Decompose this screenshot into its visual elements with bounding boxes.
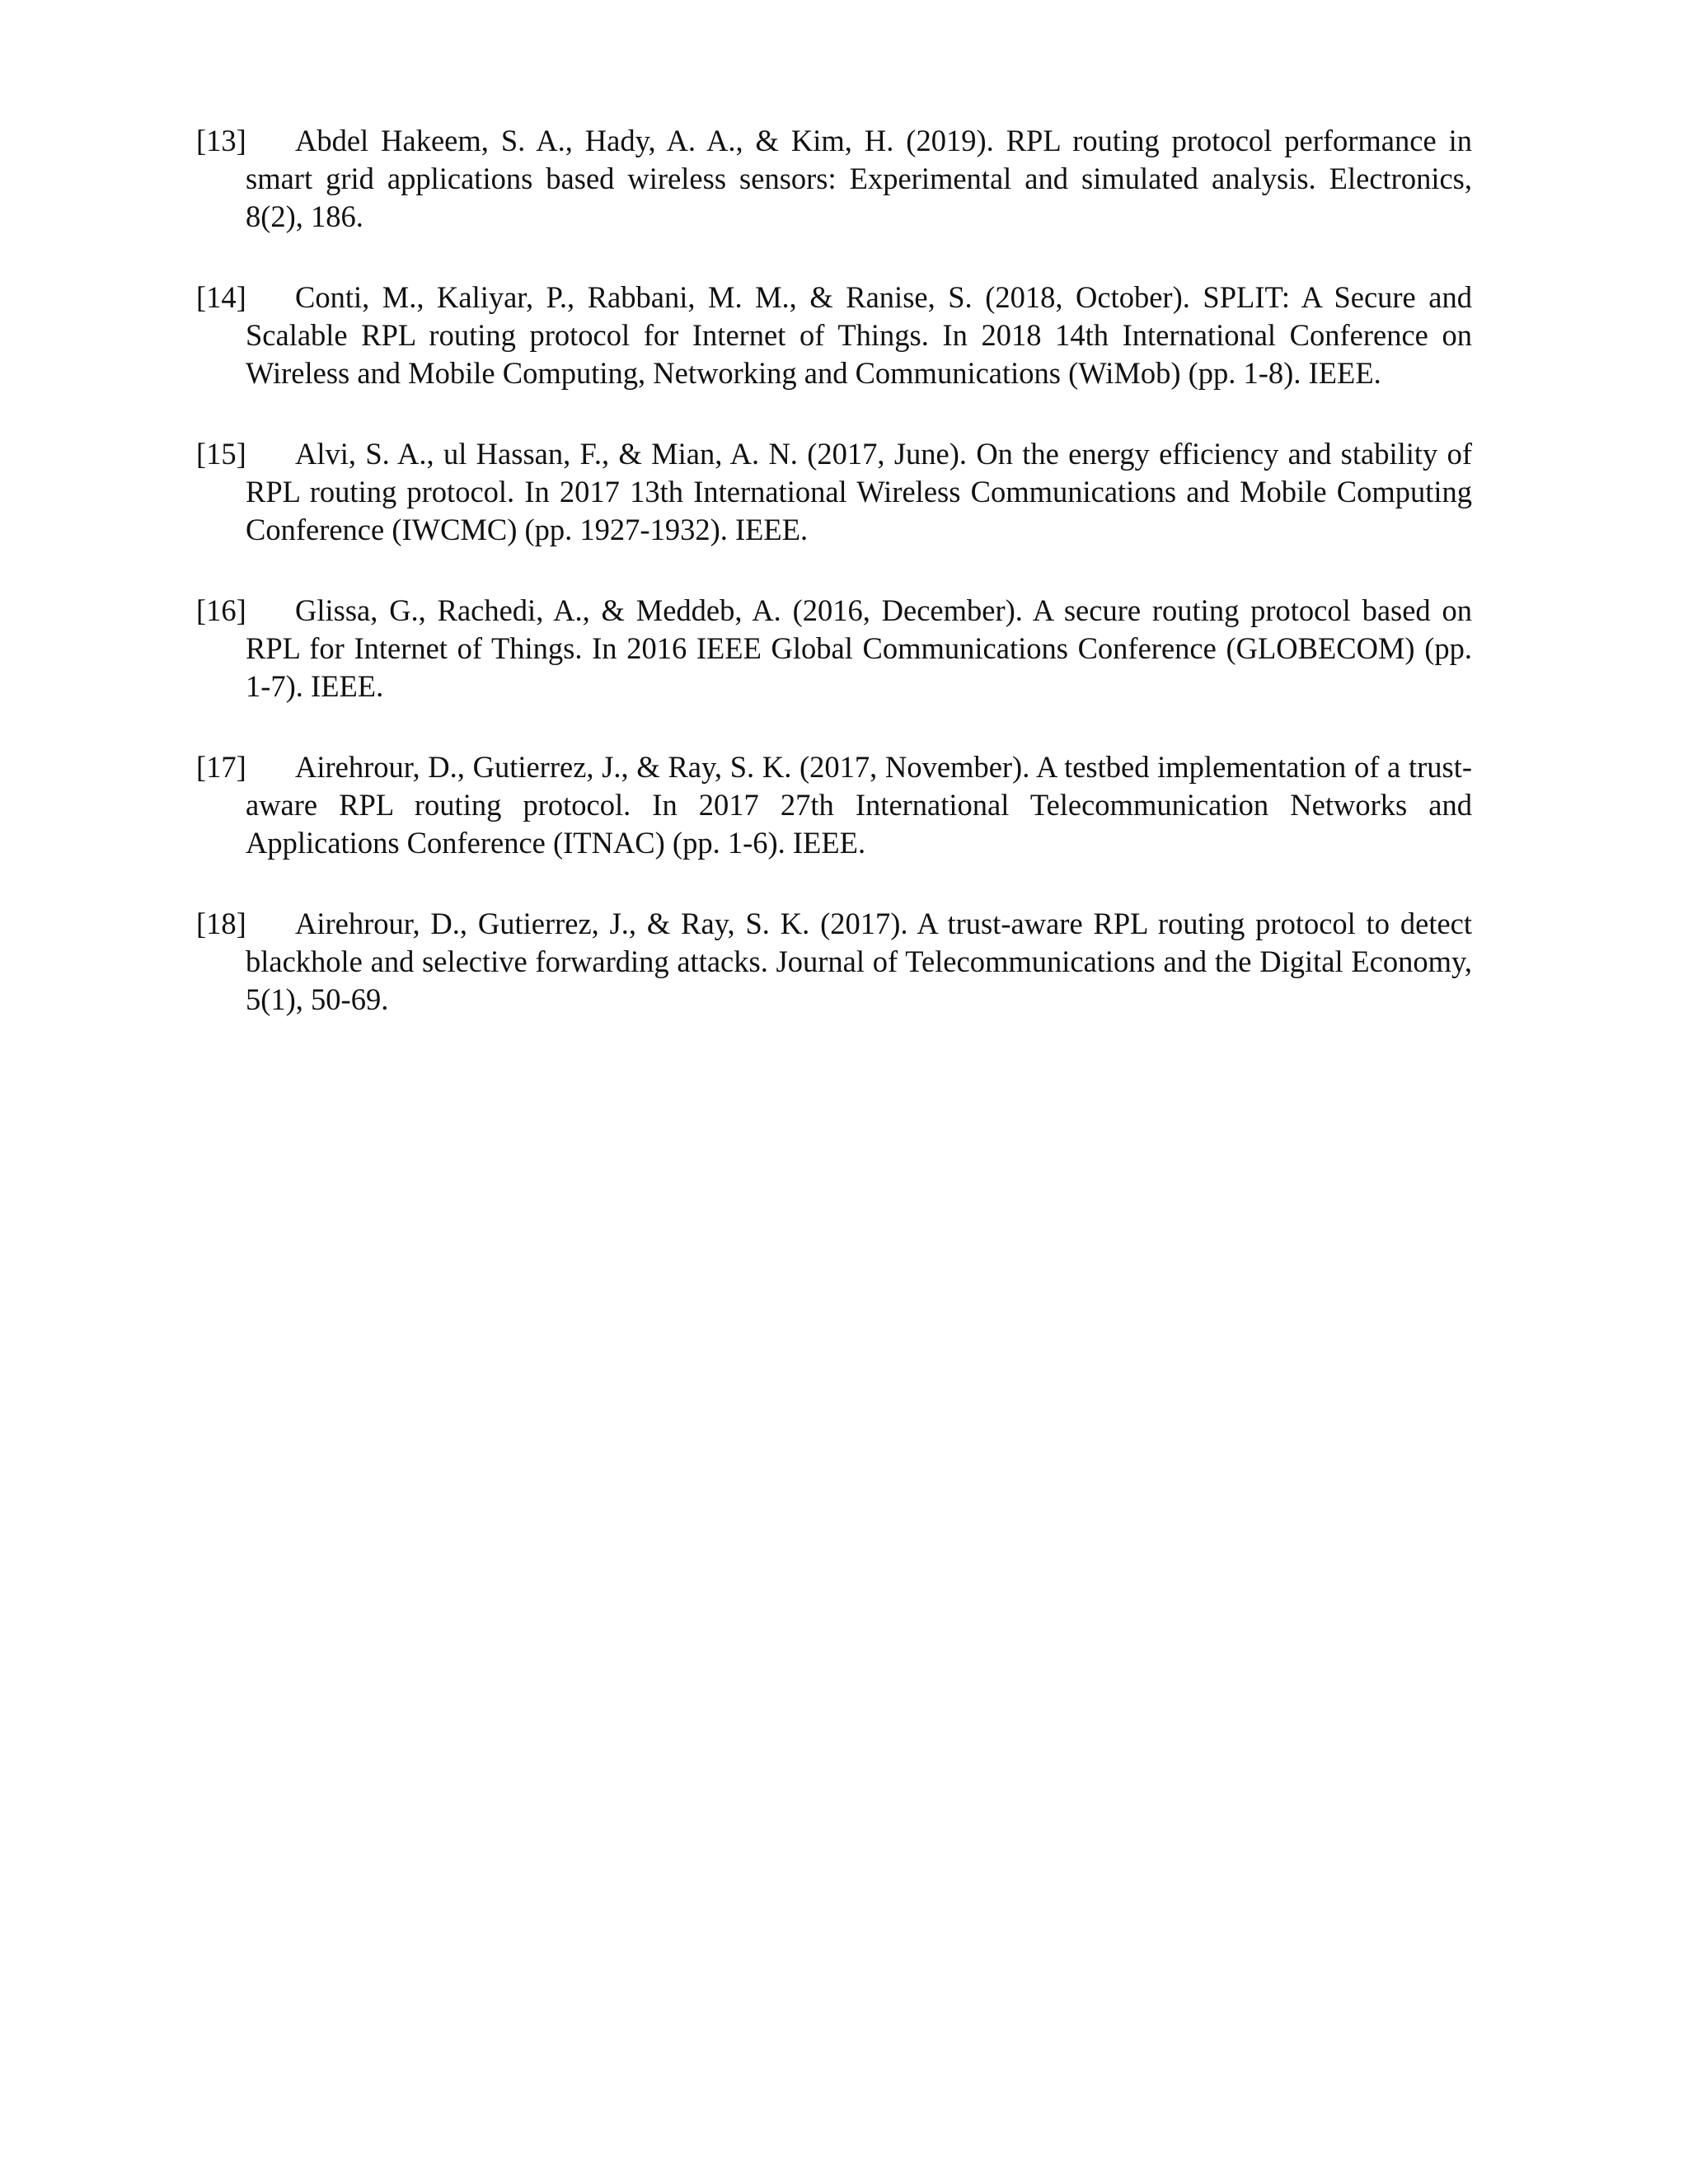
- reference-entry: [196, 279, 1472, 392]
- reference-list: [196, 122, 1472, 1062]
- reference-text: Airehrour, D., Gutierrez, J., & Ray, S. K. (2017). A trust-aware RPL routing protocol to detect blackhole and selective forwarding attacks. Journal of Telecommunications and the Digital Economy, 5(1), 50-69.: [246, 907, 1472, 1016]
- reference-number: [13]: [196, 124, 246, 157]
- reference-number: [17]: [196, 750, 246, 784]
- reference-number: [16]: [196, 593, 246, 627]
- reference-number: [18]: [196, 907, 246, 940]
- reference-entry: [196, 905, 1472, 1019]
- reference-text: Alvi, S. A., ul Hassan, F., & Mian, A. N. (2017, June). On the energy efficiency and stability of RPL routing protocol. In 2017 13th International Wireless Communications and Mobile Computing Conference (IWCMC) (pp. 1927-1932). IEEE.: [246, 437, 1472, 546]
- reference-entry: [196, 592, 1472, 705]
- reference-text: Glissa, G., Rachedi, A., & Meddeb, A. (2016, December). A secure routing protocol based on RPL for Internet of Things. In 2016 IEEE Global Communications Conference (GLOBECOM) (pp. 1-7). IEEE.: [246, 593, 1472, 703]
- reference-entry: [196, 122, 1472, 236]
- reference-text: Airehrour, D., Gutierrez, J., & Ray, S. K. (2017, November). A testbed implementation of a trust-aware RPL routing protocol. In 2017 27th International Telecommunication Networks and Applications Conference (ITNAC) (pp. 1-6). IEEE.: [246, 750, 1472, 860]
- reference-entry: [196, 748, 1472, 862]
- reference-number: [15]: [196, 437, 246, 471]
- reference-text: Abdel Hakeem, S. A., Hady, A. A., & Kim, H. (2019). RPL routing protocol performance in smart grid applications based wireless sensors: Experimental and simulated analysis. Electronics, 8(2), 186.: [246, 124, 1472, 233]
- reference-text: Conti, M., Kaliyar, P., Rabbani, M. M., & Ranise, S. (2018, October). SPLIT: A Secure and Scalable RPL routing protocol for Internet of Things. In 2018 14th International Conference on Wireless and Mobile Computing, Networking and Communications (WiMob) (pp. 1-8). IEEE.: [246, 280, 1472, 390]
- reference-number: [14]: [196, 280, 246, 314]
- reference-entry: [196, 435, 1472, 549]
